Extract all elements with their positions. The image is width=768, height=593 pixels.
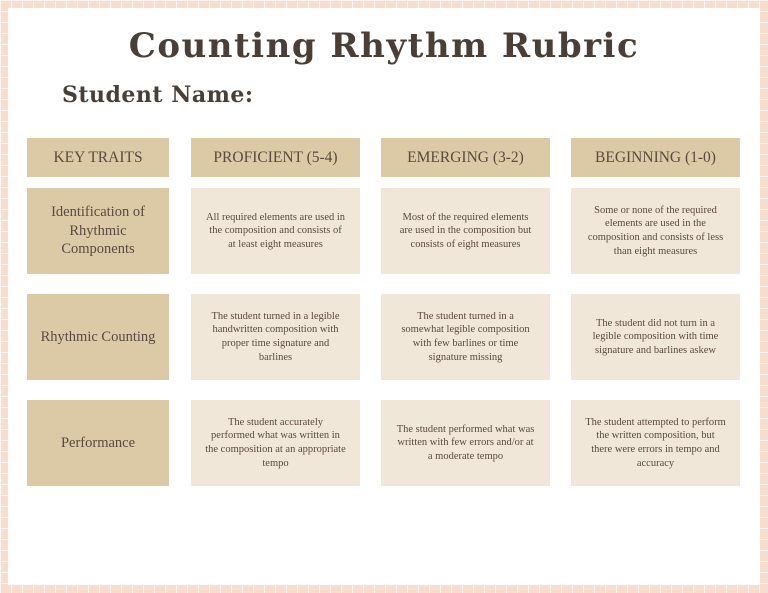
cell-identification-beginning: Some or none of the required elements are used in the composition and consists of less than eight measures — [571, 188, 740, 274]
header-emerging: EMERGING (3-2) — [381, 138, 550, 177]
page-title: Counting Rhythm Rubric — [128, 26, 640, 66]
student-name-label: Student Name: — [62, 82, 254, 108]
trait-identification: Identification of Rhythmic Components — [27, 188, 169, 274]
cell-identification-emerging: Most of the required elements are used in the composition but consists of eight measures — [381, 188, 550, 274]
cell-counting-beginning: The student did not turn in a legible composition with time signature and barlines askew — [571, 294, 740, 380]
rubric-sheet — [8, 8, 760, 585]
trait-rhythmic-counting: Rhythmic Counting — [27, 294, 169, 380]
cell-performance-beginning: The student attempted to perform the written composition, but there were errors in tempo and accuracy — [571, 400, 740, 486]
header-key-traits: KEY TRAITS — [27, 138, 169, 177]
trait-performance: Performance — [27, 400, 169, 486]
cell-counting-emerging: The student turned in a somewhat legible composition with few barlines or time signature missing — [381, 294, 550, 380]
header-beginning: BEGINNING (1-0) — [571, 138, 740, 177]
cell-performance-emerging: The student performed what was written with few errors and/or at a moderate tempo — [381, 400, 550, 486]
cell-identification-proficient: All required elements are used in the composition and consists of at least eight measures — [191, 188, 360, 274]
cell-counting-proficient: The student turned in a legible handwritten composition with proper time signature and barlines — [191, 294, 360, 380]
header-proficient: PROFICIENT (5-4) — [191, 138, 360, 177]
cell-performance-proficient: The student accurately performed what was written in the composition at an appropriate tempo — [191, 400, 360, 486]
